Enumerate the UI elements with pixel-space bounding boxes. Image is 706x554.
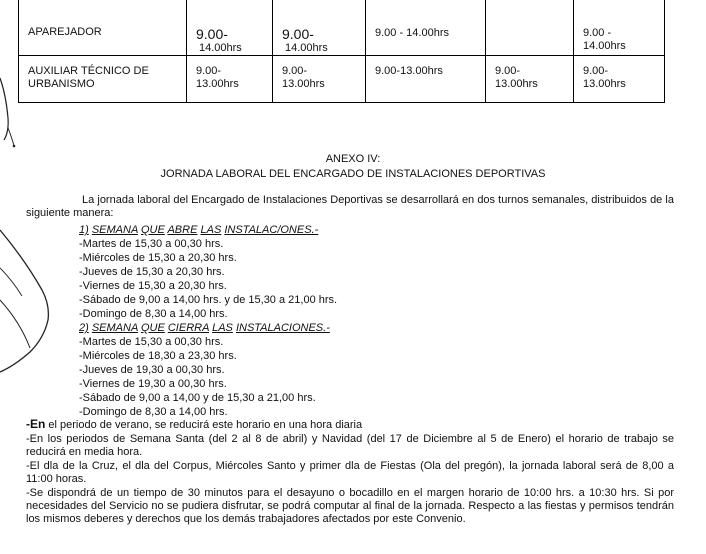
note-special-days: -El dla de la Cruz, el dla del Corpus, Miércoles Santo y primer dla de Fiestas (Ola del pregón), la jornada laboral será de 8,00 a 11:00 horas.: [26, 460, 674, 485]
annex-title: [0, 152, 706, 182]
intro-paragraph: La jornada laboral del Encargado de Instalaciones Deportivas se desarrollará en dos turnos semanales, distribuidos de la siguiente manera:: [26, 194, 674, 219]
table-row: [19, 0, 665, 56]
week2-schedule: [79, 321, 330, 419]
list-item: -Jueves de 15,30 a 20,30 hrs.: [79, 266, 225, 278]
table-cell: 9.00 - 14.00hrs: [574, 0, 665, 56]
schedule-table: [18, 0, 665, 103]
table-cell: 9.00- 13.00hrs: [486, 56, 574, 103]
list-item: -Martes de 15,30 a 00,30 hrs.: [79, 336, 224, 348]
table-cell: 9.00 - 14.00hrs: [366, 0, 486, 56]
week1-heading: 1) SEMANA QUE ABRE LAS INSTALAC/ONES.-: [79, 224, 319, 236]
notes-section: [26, 418, 674, 527]
table-cell: APAREJADOR: [19, 0, 187, 56]
table-cell: 9.00- 14.00hrs: [187, 0, 273, 56]
week2-heading: 2) SEMANA QUE CIERRA LAS INSTALACIONES.-: [79, 322, 330, 334]
list-item: -Sábado de 9,00 a 14,00 hrs. y de 15,30 a 21,00 hrs.: [79, 294, 338, 306]
list-item: -Martes de 15,30 a 00,30 hrs.: [79, 238, 224, 250]
table-cell: 9.00-13.00hrs: [366, 56, 486, 103]
table-cell: [486, 0, 574, 56]
table-cell: AUXILIAR TÉCNICO DE URBANISMO: [19, 56, 187, 103]
note-breakfast: -Se dispondrá de un tiempo de 30 minutos para el desayuno o bocadillo en el margen horario de 10:00 hrs. a 10:30 hrs. Si por necesidades del Servicio no se pudiera disfrutar, se podrá computar al final de la jornada. Respecto a las fiestas y permisos tendrán los mismos deberes y derechos que los demás trabajadores afectados por este Convenio.: [26, 487, 674, 525]
table-cell: 9.00- 13.00hrs: [273, 56, 366, 103]
list-item: -Sábado de 9,00 a 14,00 y de 15,30 a 21,00 hrs.: [79, 392, 316, 404]
list-item: -Jueves de 19,30 a 00,30 hrs.: [79, 364, 225, 376]
annex-number: ANEXO IV:: [325, 153, 381, 165]
annex-heading: JORNADA LABORAL DEL ENCARGADO DE INSTALACIONES DEPORTIVAS: [160, 168, 546, 180]
table-cell: 9.00- 14.00hrs: [273, 0, 366, 56]
table-cell: 9.00- 13.00hrs: [187, 56, 273, 103]
list-item: -Miércoles de 18,30 a 23,30 hrs.: [79, 350, 237, 362]
list-item: -Domingo de 8,30 a 14,00 hrs.: [79, 308, 228, 320]
table-row: [19, 56, 665, 103]
list-item: -Viernes de 19,30 a 00,30 hrs.: [79, 378, 227, 390]
list-item: -Miércoles de 15,30 a 20,30 hrs.: [79, 252, 237, 264]
week1-schedule: [79, 223, 337, 321]
table-cell: 9.00- 13.00hrs: [574, 56, 665, 103]
note-holidays: -En los periodos de Semana Santa (del 2 al 8 de abril) y Navidad (del 17 de Diciembre al 5 de Enero) el horario de trabajo se reducirá en media hora.: [26, 433, 674, 458]
list-item: -Domingo de 8,30 a 14,00 hrs.: [79, 406, 228, 418]
note-summer: -En el periodo de verano, se reducirá este horario en una hora diaria: [26, 417, 363, 431]
list-item: -Viernes de 15,30 a 20,30 hrs.: [79, 280, 227, 292]
